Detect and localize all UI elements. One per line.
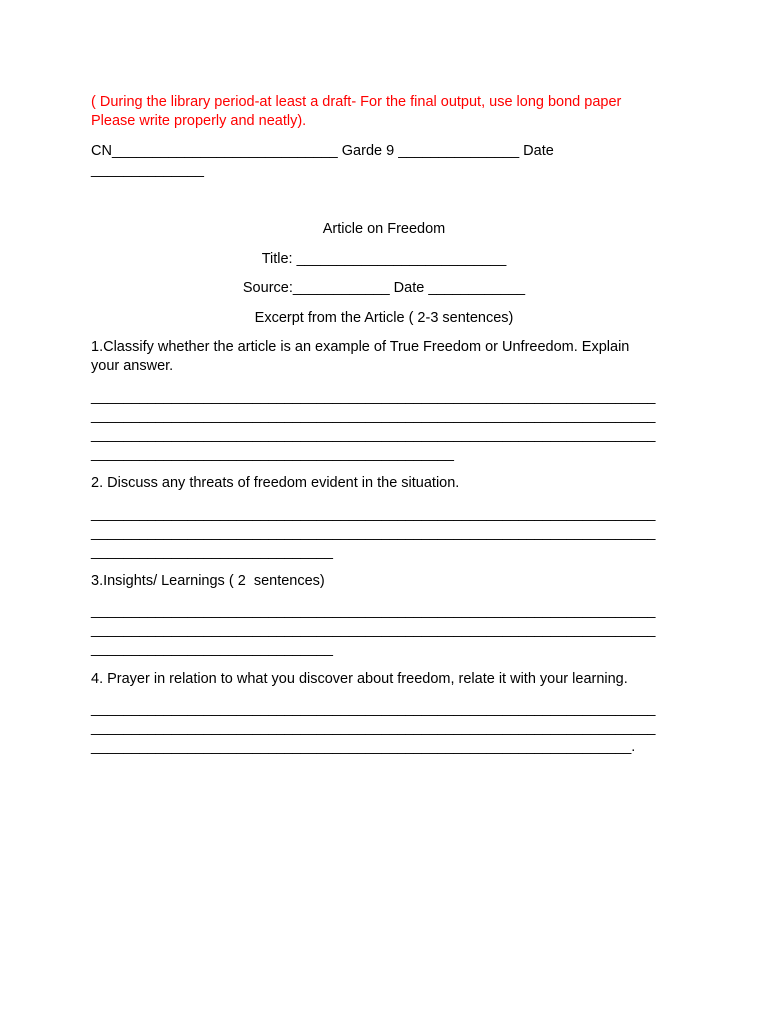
answer-line: ______________________________________________________________________ (91, 622, 656, 638)
answer-line: ______________________________ (91, 544, 333, 560)
question-3-prompt: 3.Insights/ Learnings ( 2 sentences) (91, 573, 325, 589)
answer-line: ______________________________________________________________________ (91, 701, 656, 717)
answer-line: ______________________________________________________________________ (91, 408, 656, 424)
header-fields-line-1: CN____________________________ Garde 9 _______________ Date (91, 143, 554, 159)
answer-line: ______________________________________________________________________ (91, 389, 656, 405)
header-fields-line-2: ______________ (91, 162, 204, 178)
answer-line: ______________________________________________________________________ (91, 525, 656, 541)
answer-line: ______________________________________________________________________ (91, 720, 656, 736)
excerpt-label: Excerpt from the Article ( 2-3 sentences) (254, 310, 514, 326)
answer-line: _____________________________________________ (91, 446, 454, 462)
answer-line: ______________________________________________________________________ (91, 506, 656, 522)
question-2-prompt: 2. Discuss any threats of freedom evident in the situation. (91, 475, 460, 491)
answer-line: ______________________________________________________________________ (91, 427, 656, 443)
instructions-line-1: ( During the library period-at least a draft- For the final output, use long bond paper (91, 94, 622, 110)
answer-line: ______________________________________________________________________ (91, 603, 656, 619)
instructions-line-2: Please write properly and neatly). (91, 113, 307, 129)
question-4-prompt: 4. Prayer in relation to what you discover about freedom, relate it with your learning. (91, 671, 628, 687)
article-heading: Article on Freedom (322, 221, 446, 237)
question-1-prompt-line-2: your answer. (91, 358, 174, 374)
answer-line: ___________________________________________________________________. (91, 739, 636, 755)
answer-line: ______________________________ (91, 641, 333, 657)
article-title-field: Title: __________________________ (261, 251, 507, 267)
question-1-prompt-line-1: 1.Classify whether the article is an example of True Freedom or Unfreedom. Explain (91, 339, 630, 355)
article-source-field: Source:____________ Date ____________ (242, 280, 526, 296)
